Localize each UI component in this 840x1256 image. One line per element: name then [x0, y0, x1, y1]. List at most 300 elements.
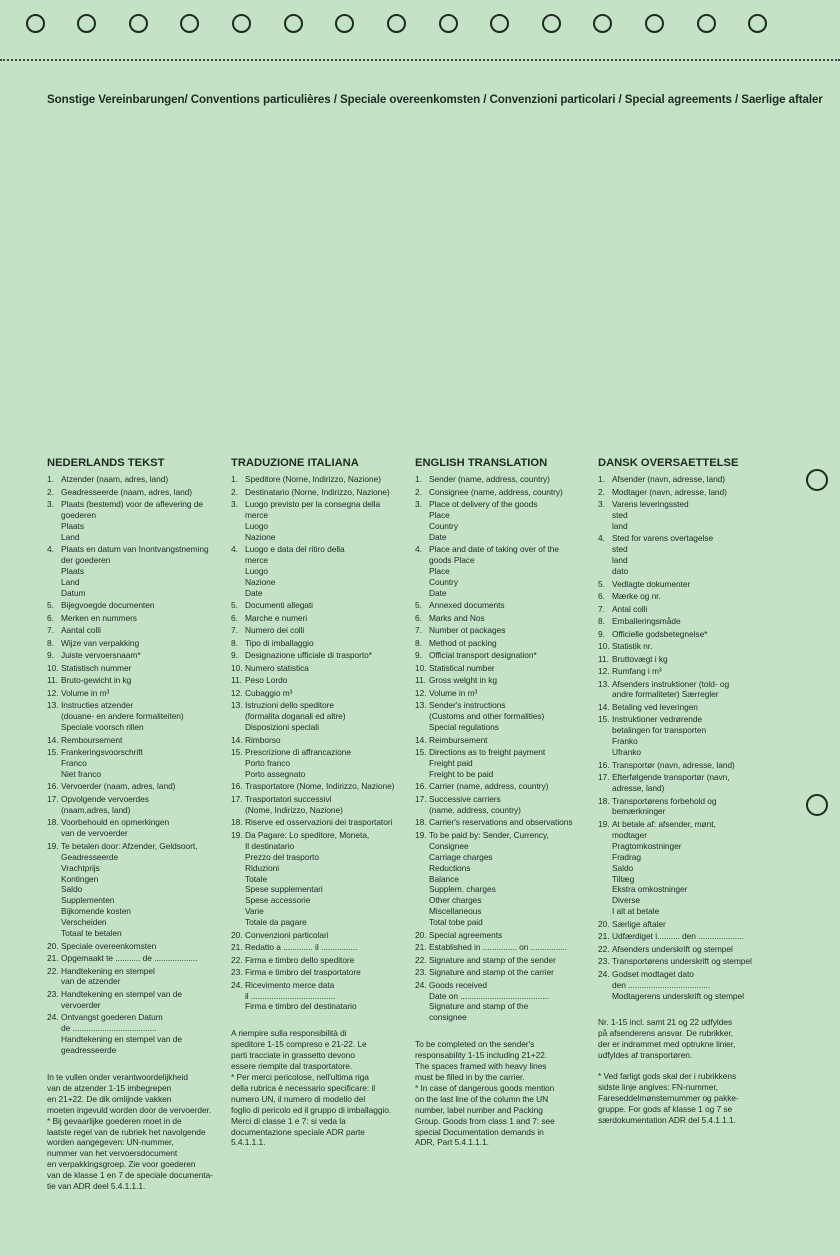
field-item [415, 781, 589, 792]
field-item [47, 544, 221, 599]
field-item [598, 604, 772, 615]
field-label: Handtekening en stempel van de vervoerder [61, 988, 182, 1010]
field-number: 22. [415, 954, 427, 965]
field-label: Instruktioner vedrørende betalingen for transporten Franko Ufranko [612, 714, 707, 758]
binding-hole [645, 14, 664, 33]
field-item [415, 980, 589, 1024]
binding-hole [748, 14, 767, 33]
binding-hole [593, 14, 612, 33]
field-number: 4. [231, 544, 238, 555]
field-number: 23. [598, 956, 610, 967]
field-label: Goods received Date on ....................................... Signature and stamp of the consignee [429, 979, 550, 1023]
field-number: 9. [598, 628, 605, 639]
field-number: 21. [598, 931, 610, 942]
field-number: 16. [47, 781, 59, 792]
field-label: Statistical number [429, 662, 495, 673]
field-label: Luogo e data del ritiro della merce Luogo Nazione Date [245, 544, 345, 598]
field-item [598, 796, 772, 818]
field-number: 16. [415, 781, 427, 792]
field-number: 2. [598, 486, 605, 497]
field-number: 8. [47, 637, 54, 648]
field-number: 21. [47, 953, 59, 964]
binding-hole [697, 14, 716, 33]
field-number: 20. [415, 929, 427, 940]
field-number: 7. [598, 603, 605, 614]
field-item [415, 830, 589, 928]
field-item [47, 474, 221, 485]
field-label: Cubaggio m³ [245, 687, 293, 698]
field-number: 24. [231, 979, 243, 990]
field-label: Transportørens forbehold og bemærkninger [612, 795, 717, 817]
field-number: 4. [415, 544, 422, 555]
field-item [598, 969, 772, 1002]
field-item [415, 544, 589, 599]
field-item [47, 966, 221, 988]
field-label: Special agreements [429, 929, 503, 940]
column-title: ENGLISH TRANSLATION [415, 457, 548, 469]
field-label: Transportørens underskrift og stempel [612, 956, 752, 967]
field-item [47, 650, 221, 661]
field-item [47, 613, 221, 624]
field-item [47, 941, 221, 952]
field-label: Firma e timbro dello speditore [245, 954, 355, 965]
field-number: 4. [598, 533, 605, 544]
field-label: Mærke og nr. [612, 591, 661, 602]
field-label: Betaling ved leveringen [612, 701, 698, 712]
field-number: 21. [231, 942, 243, 953]
field-label: Signature and stamp of the sender [429, 954, 556, 965]
field-item [415, 499, 589, 543]
field-label: Udfærdiget i.......... den .................... [612, 931, 744, 942]
field-label: Method ot packing [429, 637, 497, 648]
field-number: 22. [231, 954, 243, 965]
field-label: Emballeringsmåde [612, 616, 681, 627]
field-number: 8. [231, 637, 238, 648]
field-number: 5. [47, 600, 54, 611]
field-number: 2. [231, 486, 238, 497]
field-item [415, 930, 589, 941]
side-binding-hole [806, 794, 828, 816]
column-english [415, 457, 589, 1148]
field-label: At betale af: afsender, mønt, modtager Pragtomkostninger Fradrag Saldo Tillæg Ekstra omkostninger Diverse I alt at betale [612, 818, 716, 917]
field-number: 20. [47, 940, 59, 951]
field-number: 9. [47, 650, 54, 661]
field-number: 15. [47, 747, 59, 758]
field-label: Bijegvoegde documenten [61, 600, 155, 611]
field-label: Remboursement [61, 734, 123, 745]
field-label: Riserve ed osservazioni dei trasportatori [245, 817, 393, 828]
field-number: 14. [47, 734, 59, 745]
field-number: 6. [415, 612, 422, 623]
binding-hole [284, 14, 303, 33]
field-number: 12. [47, 687, 59, 698]
field-item [231, 613, 405, 624]
field-number: 7. [415, 625, 422, 636]
responsibility-note: In te vullen onder verantwoordelijkheid van de atzender 1-15 imbegrepen en 21+22. De dik omlijnde vakken moeten ingevuld worden door de vervoerder. * Bij gevaarlijke goederen moet in de laatste regel van de rubriek het navolgende worden aangegeven: UN-nummer, nummer van het vervoersdocument en verpakkingsgroep. Zie voor goederen van de klasse 1 en 7 de speciale documenta- tie van ADR deel 5.4.1.1.1. [47, 1071, 213, 1192]
field-label: Numero statistica [245, 662, 309, 673]
field-item [598, 919, 772, 930]
field-item [598, 679, 772, 701]
field-item [415, 955, 589, 966]
field-number: 23. [231, 967, 243, 978]
field-item [415, 487, 589, 498]
field-number: 18. [47, 817, 59, 828]
field-item [47, 663, 221, 674]
field-label: Redatto a ............. il ................ [245, 942, 358, 953]
field-number: 12. [231, 687, 243, 698]
field-label: Peso Lordo [245, 675, 288, 686]
field-number: 6. [47, 612, 54, 623]
column-title: DANSK OVERSAETTELSE [598, 457, 739, 469]
field-label: Reimbursement [429, 734, 488, 745]
binding-hole [439, 14, 458, 33]
field-number: 18. [415, 817, 427, 828]
field-item [598, 702, 772, 713]
field-item [231, 735, 405, 746]
field-label: Ricevimento merce data il ..................................... Firma e timbro del destinatario [245, 979, 357, 1012]
field-number: 3. [47, 499, 54, 509]
binding-hole [232, 14, 251, 33]
field-item [231, 688, 405, 699]
field-item [231, 499, 405, 543]
field-number: 19. [598, 818, 610, 829]
binding-hole [387, 14, 406, 33]
field-list [231, 474, 405, 1012]
field-label: Voorbehould en opmerkingen van de vervoerder [61, 817, 170, 839]
field-item [598, 591, 772, 602]
field-item [47, 600, 221, 611]
field-item [47, 638, 221, 649]
field-item [598, 760, 772, 771]
binding-hole [180, 14, 199, 33]
field-label: Bruto-gewicht in kg [61, 675, 132, 686]
responsibility-note: Nr. 1-15 incl. samt 21 og 22 udfyldes på afsenderens ansvar. De rubrikker, der er indrammet med optrukne linier, udfyldes af transportøren. [598, 1017, 736, 1061]
binding-hole [77, 14, 96, 33]
binding-hole [490, 14, 509, 33]
field-label: Merken en nummers [61, 612, 137, 623]
field-item [47, 487, 221, 498]
field-item [598, 474, 772, 485]
field-label: Numero dei colli [245, 625, 305, 636]
field-label: Sender's instructions (Customs and other formalities) Special regulations [429, 700, 545, 733]
field-item [598, 931, 772, 942]
field-label: Te betalen door: Afzender, Geldsoort, Geadresseerde Vrachtprijs Kontingen Saldo Supplementen Bijkomende kosten Verscheiden Totaal te betalen [61, 840, 198, 939]
field-label: Plaats en datum van Inontvangstneming der goederen Plaats Land Datum [61, 544, 209, 598]
column-italian [231, 457, 405, 1148]
field-label: Officielle godsbetegnelse* [612, 628, 708, 639]
field-item [415, 675, 589, 686]
field-item [415, 663, 589, 674]
field-number: 7. [47, 625, 54, 636]
field-item [231, 980, 405, 1013]
field-item [415, 650, 589, 661]
field-label: Efterfølgende transportør (navn, adresse, land) [612, 772, 730, 794]
field-label: Juiste vervoersnaam* [61, 650, 141, 661]
field-item [231, 942, 405, 953]
field-label: To be paid by: Sender, Currency, Consignee Carriage charges Reductions Balance Supplem. charges Other charges Miscellaneous Total tobe paid [429, 829, 549, 928]
field-number: 2. [47, 486, 54, 497]
field-item [231, 817, 405, 828]
side-binding-hole [806, 469, 828, 491]
field-label: Godset modtaget dato den .................................... Modtagerens underskrift og stempel [612, 968, 744, 1001]
field-item [598, 641, 772, 652]
field-item [598, 819, 772, 917]
field-item [231, 781, 405, 792]
field-item [231, 638, 405, 649]
field-number: 22. [47, 965, 59, 976]
field-label: Volume in m³ [61, 687, 110, 698]
field-number: 17. [598, 772, 610, 783]
field-number: 17. [231, 793, 243, 804]
field-item [598, 533, 772, 577]
field-number: 11. [415, 675, 426, 686]
field-item [598, 666, 772, 677]
field-item [47, 953, 221, 964]
field-label: Convenzioni particolari [245, 929, 329, 940]
field-number: 6. [231, 612, 238, 623]
field-number: 1. [47, 474, 54, 484]
field-label: Instructies atzender (douane- en andere formaliteiten) Speciale voorsch rillen [61, 700, 184, 733]
field-number: 17. [47, 793, 59, 804]
field-number: 10. [47, 662, 59, 673]
field-label: Successive carriers (name, address, country) [429, 793, 521, 815]
field-item [598, 629, 772, 640]
field-label: Bruttovægt i kg [612, 653, 668, 664]
field-list [47, 474, 221, 1056]
field-label: Carrier (name, address, country) [429, 781, 549, 792]
binding-hole [335, 14, 354, 33]
field-item [47, 625, 221, 636]
field-item [231, 650, 405, 661]
field-number: 18. [231, 817, 243, 828]
field-item [47, 817, 221, 839]
field-label: Marche e numeri [245, 612, 308, 623]
field-label: Tipo di imballaggio [245, 637, 314, 648]
field-item [415, 474, 589, 485]
responsibility-note: * Ved farligt gods skal der i rubrikkens sidste linje angives: FN-nummer, Fareseddelmønsternummer og pakke- gruppe. For gods af klasse 1 og 7 se særdokumentation ADR del 5.4.1.1.1. [598, 1071, 739, 1125]
field-number: 9. [415, 650, 422, 661]
field-label: Frankeringsvoorschrift Franco Niet franco [61, 747, 143, 779]
field-item [231, 700, 405, 733]
field-label: Gross welght in kg [429, 675, 497, 686]
field-label: Marks and Nos [429, 612, 485, 623]
field-label: Ontvangst goederen Datum de ..................................... Handtekening en stempel van de geadresseerde [61, 1012, 182, 1056]
field-number: 8. [598, 616, 605, 627]
field-label: Number ot packages [429, 625, 506, 636]
field-label: Modtager (navn, adresse, land) [612, 486, 727, 497]
field-number: 14. [415, 734, 427, 745]
field-label: Designazione ufficiale di trasporto* [245, 650, 373, 661]
field-item [415, 942, 589, 953]
field-label: Trasportatori successivi (Nome, Indirizzo, Nazione) [245, 793, 343, 815]
field-list [415, 474, 589, 1023]
field-label: Antal colli [612, 603, 648, 614]
field-label: Carrier's reservations and observations [429, 817, 573, 828]
field-number: 3. [415, 499, 422, 509]
field-number: 16. [231, 781, 243, 792]
binding-hole [26, 14, 45, 33]
field-number: 13. [231, 700, 243, 711]
field-item [598, 956, 772, 967]
field-number: 4. [47, 544, 54, 555]
field-item [598, 487, 772, 498]
field-item [415, 794, 589, 816]
field-label: Speciale overeenkomsten [61, 940, 157, 951]
responsibility-note: A riempire sulla responsibilità di speditore 1-15 compreso e 21-22. Le parti tracciate in grassetto devono essere riempite dal trasportatore. * Per merci pericolose, nell'ultima riga della rubrica è necessario specificare: il numero UN, il numero di modello del foglio di pericolo ed il gruppo di imballaggio. Merci di classe 1 e 7: si veda la documentazione speciale ADR parte 5.4.1.1.1. [231, 1028, 392, 1148]
field-label: Varens leveringssted sted land [612, 499, 689, 531]
field-label: Documenti allegati [245, 600, 313, 611]
field-label: Afsender (navn, adresse, land) [612, 474, 726, 484]
field-number: 10. [415, 662, 427, 673]
field-item [415, 817, 589, 828]
field-number: 5. [415, 600, 422, 611]
field-label: Established in ............... on ................ [429, 942, 568, 953]
field-number: 11. [231, 675, 242, 686]
field-item [231, 675, 405, 686]
field-number: 12. [598, 666, 610, 677]
field-label: Wijze van verpakking [61, 637, 140, 648]
field-item [598, 616, 772, 627]
field-number: 9. [231, 650, 238, 661]
column-title: TRADUZIONE ITALIANA [231, 457, 359, 469]
field-number: 3. [231, 499, 238, 509]
field-number: 1. [415, 474, 422, 484]
field-number: 19. [415, 829, 427, 840]
field-label: Aantal colli [61, 625, 101, 636]
column-title: NEDERLANDS TEKST [47, 457, 165, 469]
field-label: Vedlagte dokumenter [612, 578, 691, 589]
field-item [598, 944, 772, 955]
field-label: Directions as to freight payment Freight paid Freight to be paid [429, 747, 546, 779]
field-label: Geadresseerde (naam, adres, land) [61, 486, 193, 497]
field-number: 13. [598, 678, 610, 689]
field-label: Rumfang i m³ [612, 666, 662, 677]
field-item [415, 700, 589, 733]
field-item [47, 989, 221, 1011]
field-number: 15. [598, 714, 610, 725]
field-item [231, 663, 405, 674]
field-label: Annexed documents [429, 600, 505, 611]
field-number: 1. [231, 474, 238, 484]
field-number: 12. [415, 687, 427, 698]
field-item [231, 794, 405, 816]
field-label: Opvolgende vervoerdes (naam,adres, land) [61, 793, 149, 815]
field-number: 3. [598, 499, 605, 509]
field-number: 24. [598, 968, 610, 979]
field-number: 11. [47, 675, 58, 686]
field-number: 13. [47, 700, 59, 711]
field-label: Consignee (name, address, country) [429, 486, 563, 497]
field-label: Rimborso [245, 734, 281, 745]
responsibility-note: To be completed on the sender's responsability 1-15 including 21+22. The spaces framed with heavy lines must be filled in by the carrier. * In case of dangerous goods mention on the last line of the column the UN number, label number and Packing Group. Goods from class 1 and 7: see special Documentation demands in ADR, Part 5.4.1.1.1. [415, 1039, 555, 1148]
field-label: Official transport designation* [429, 650, 537, 661]
field-item [231, 967, 405, 978]
field-number: 21. [415, 942, 427, 953]
field-label: Vervoerder (naam, adres, land) [61, 781, 176, 792]
field-label: Prescrizione di affrancazione Porto franco Porto assegnato [245, 747, 351, 779]
field-label: Speditore (Norne, Indirizzo, Nazione) [245, 474, 381, 484]
field-label: Opgemaakt te ........... de ................... [61, 953, 198, 964]
field-number: 24. [415, 979, 427, 990]
field-item [415, 613, 589, 624]
field-label: Afsenders underskrift og stempel [612, 943, 733, 954]
field-label: Place ot delivery of the goods Place Country Date [429, 499, 538, 542]
field-item [47, 794, 221, 816]
field-item [598, 654, 772, 665]
field-item [415, 735, 589, 746]
field-number: 11. [598, 653, 609, 664]
column-danish [598, 457, 772, 1126]
field-number: 24. [47, 1012, 59, 1023]
field-item [231, 487, 405, 498]
field-item [231, 930, 405, 941]
special-agreements-heading: Sonstige Vereinbarungen/ Conventions particulières / Speciale overeenkomsten / Convenzioni particolari / Special agreements / Saerlige aftaler [47, 93, 823, 106]
field-label: Atzender (naam, adres, land) [61, 474, 169, 484]
field-label: Trasportatore (Nome, Indirizzo, Nazione) [245, 781, 395, 792]
field-label: Sted for varens overtagelse sted land dato [612, 533, 714, 577]
field-number: 13. [415, 700, 427, 711]
field-number: 5. [231, 600, 238, 611]
field-item [47, 688, 221, 699]
field-number: 14. [598, 701, 610, 712]
binding-holes [24, 14, 824, 36]
perforation-line [0, 59, 840, 61]
field-number: 2. [415, 486, 422, 497]
field-item [231, 955, 405, 966]
field-label: Statistik nr. [612, 641, 653, 652]
field-number: 22. [598, 943, 610, 954]
field-label: Luogo previsto per la consegna della merce Luogo Nazione [245, 499, 381, 542]
field-item [231, 625, 405, 636]
field-item [598, 579, 772, 590]
field-number: 16. [598, 759, 610, 770]
field-item [47, 499, 221, 543]
field-item [415, 600, 589, 611]
field-label: Særlige aftaler [612, 918, 666, 929]
field-item [47, 841, 221, 939]
field-label: Transportør (navn, adresse, land) [612, 759, 735, 770]
field-item [47, 1012, 221, 1056]
field-item [47, 747, 221, 780]
field-item [231, 474, 405, 485]
field-label: Firma e timbro del trasportatore [245, 967, 361, 978]
field-item [415, 747, 589, 780]
field-number: 10. [231, 662, 243, 673]
field-item [47, 781, 221, 792]
field-item [415, 638, 589, 649]
field-number: 10. [598, 641, 610, 652]
field-item [598, 499, 772, 532]
field-label: Destinatario (Norne, Indirizzo, Nazione) [245, 486, 390, 497]
field-item [231, 747, 405, 780]
field-number: 7. [231, 625, 238, 636]
field-number: 23. [415, 967, 427, 978]
field-number: 18. [598, 795, 610, 806]
field-number: 14. [231, 734, 243, 745]
field-number: 20. [598, 918, 610, 929]
field-number: 1. [598, 474, 605, 484]
field-number: 15. [415, 747, 427, 758]
field-item [47, 735, 221, 746]
field-item [598, 714, 772, 758]
field-item [231, 830, 405, 928]
field-item [415, 967, 589, 978]
field-number: 19. [47, 840, 59, 851]
field-label: Signature and stamp ot the carrier [429, 967, 554, 978]
field-label: Handtekening en stempel van de atzender [61, 965, 155, 987]
field-item [598, 772, 772, 794]
field-item [47, 675, 221, 686]
